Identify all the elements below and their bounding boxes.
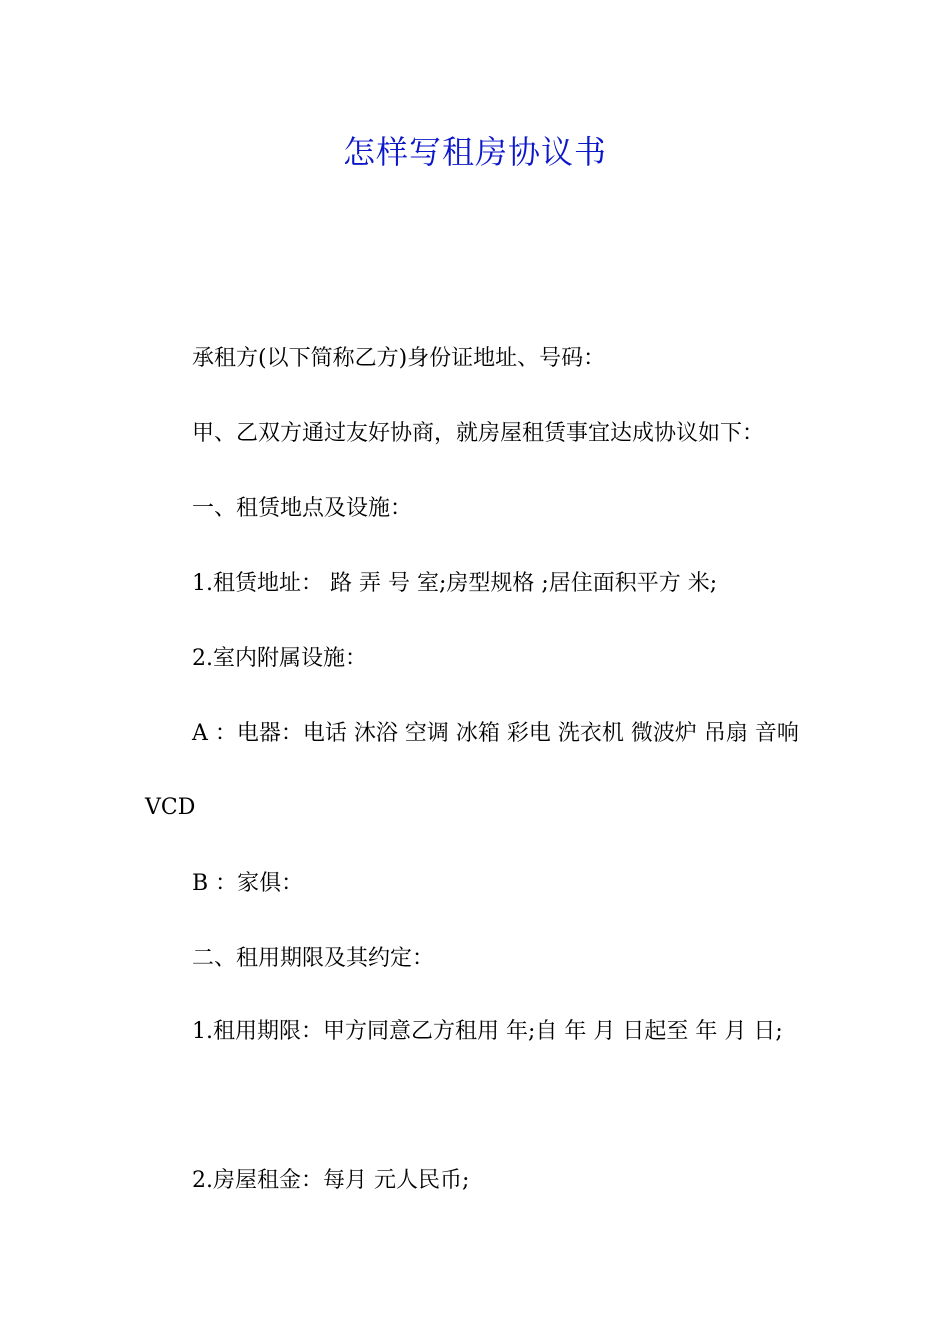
section-heading-location-facilities: 一、租赁地点及设施： [192, 496, 413, 521]
paragraph-furniture: B ：家俱： [192, 871, 304, 896]
paragraph-appliances: A ：电器：电话 沐浴 空调 冰箱 彩电 洗衣机 微波炉 吊扇 音响 VCD [145, 721, 799, 820]
paragraph-rent-amount: 2.房屋租金：每月 元人民币; [192, 1168, 470, 1193]
document-title: 怎样写租房协议书 [342, 133, 607, 171]
paragraph-indoor-facilities: 2.室内附属设施： [192, 646, 367, 671]
paragraph-agreement-intro: 甲、乙双方通过友好协商，就房屋租赁事宜达成协议如下： [192, 421, 765, 446]
paragraph-tenant-id: 承租方(以下简称乙方)身份证地址、号码： [192, 346, 606, 371]
paragraph-rental-period: 1.租用期限：甲方同意乙方租用 年;自 年 月 日起至 年 月 日; [192, 1019, 783, 1044]
section-heading-rental-term: 二、租用期限及其约定： [192, 946, 435, 971]
paragraph-rental-address: 1.租赁地址： 路 弄 号 室;房型规格 ;居住面积平方 米; [192, 571, 718, 596]
